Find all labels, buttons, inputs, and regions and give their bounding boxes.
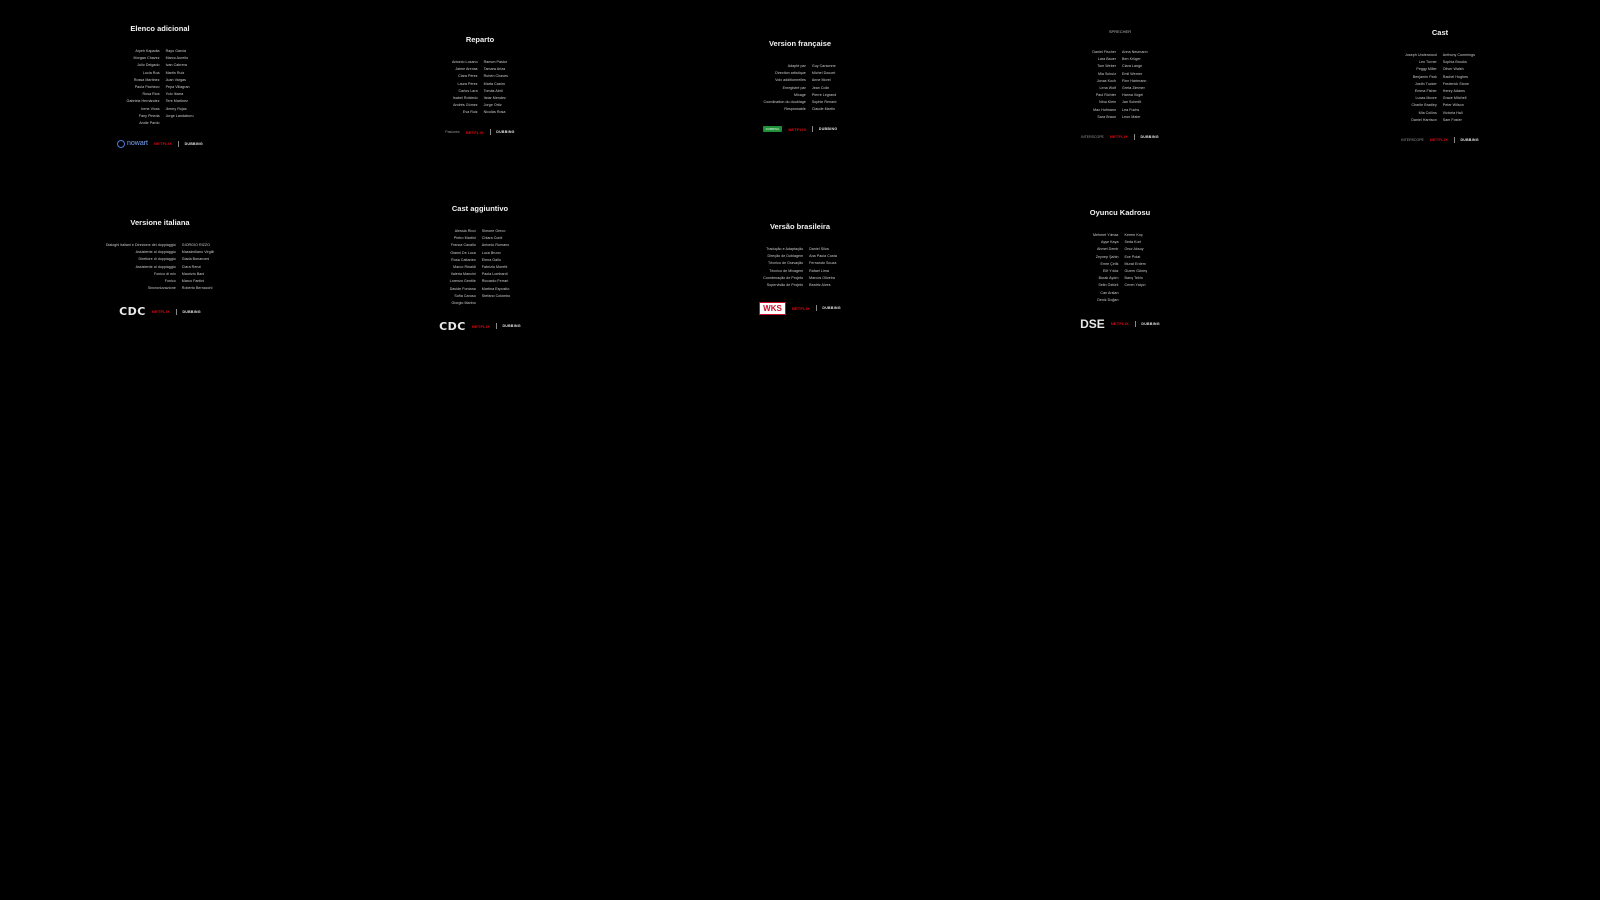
credit-name: Kerem Koç	[1124, 233, 1143, 237]
left-column	[1405, 53, 1437, 123]
credit-name: Clara Pérez	[458, 74, 478, 79]
credit-name: Itziar Mendez	[483, 95, 506, 100]
credit-name: Aryeh Kapadia	[135, 49, 160, 53]
credits-card-versione-italiana	[80, 218, 240, 318]
card-title: Elenco adicional	[130, 24, 190, 33]
credit-name: Simone Greco	[481, 229, 506, 233]
left-column	[452, 60, 478, 115]
credit-name: Marcos Oliveira	[809, 275, 835, 280]
credit-name: Emil Werner	[1122, 71, 1143, 76]
credit-name: Jorge Ortiz	[483, 103, 502, 108]
name-columns	[1092, 50, 1147, 120]
credit-name: Martin Ruiz	[165, 70, 185, 75]
credit-name: Adapté par	[787, 64, 806, 68]
credit-name: Beatriz Alves	[809, 282, 831, 287]
right-column	[484, 60, 508, 115]
credit-name: Daniel Silva	[809, 247, 829, 251]
studio-logo: DSE	[1080, 316, 1105, 331]
credit-name: Sam Foster	[1442, 117, 1462, 122]
credit-name: Paula Pacheco	[134, 84, 160, 89]
credit-name: Peter Wilson	[1442, 103, 1464, 108]
right-column	[812, 64, 837, 112]
credit-name: Ceren Yalçın	[1124, 283, 1146, 288]
card-title: Cast	[1431, 28, 1449, 37]
divider	[812, 126, 813, 132]
credits-card-cast	[1360, 28, 1520, 143]
credit-name: Fonico di mix	[153, 271, 176, 276]
credit-name: Leo Turner	[1418, 60, 1437, 65]
credit-name: Ece Polat	[1124, 254, 1141, 259]
credit-name: Rafael Lima	[809, 268, 829, 273]
credit-name: Jonas Koch	[1096, 78, 1117, 83]
studio-logo: DUBBING	[763, 126, 783, 132]
credit-name: Mixage	[793, 92, 806, 97]
credit-name: Coordenação de Projeto	[763, 275, 804, 280]
credit-name: Nicolás Rosa	[483, 110, 506, 115]
credit-name: Andrés Gómez	[453, 103, 478, 108]
credit-name: Antonio Lozano	[451, 60, 478, 64]
credit-name: Marco Aurelio	[165, 56, 189, 61]
credit-name: Peggy Miller	[1416, 67, 1437, 72]
credit-name: Voix additionnelles	[775, 78, 806, 83]
divider	[1135, 321, 1136, 327]
credit-name: Rosa Cattaneo	[451, 257, 476, 262]
credit-name: Ahmet Demir	[1096, 247, 1119, 252]
credit-name: Técnico de Mixagem	[769, 268, 804, 273]
credit-name: Yolo Ibarra	[165, 92, 184, 97]
credit-name: Claude Martin	[811, 107, 835, 112]
credit-name: Massimiliano Virgilii	[181, 250, 215, 255]
credit-name: Paul Richter	[1095, 93, 1117, 98]
card-footer	[119, 305, 201, 318]
divider	[1454, 137, 1455, 143]
divider	[490, 129, 491, 135]
left-column	[126, 49, 159, 126]
credit-name: Can Arslan	[1100, 290, 1119, 295]
credit-name: Rubén Chaves	[483, 74, 509, 79]
credit-name: Supervisão de Projeto	[766, 282, 804, 287]
right-column	[1125, 233, 1148, 303]
right-column	[166, 49, 194, 126]
credit-name: Lorenzo Gentile	[449, 279, 476, 284]
credit-name: Daniel Fischer	[1092, 50, 1117, 54]
credit-name: Gabriela Hernández	[126, 99, 160, 104]
credit-name: Gizem Güneş	[1124, 268, 1148, 273]
credit-name: Chiara Conti	[481, 236, 503, 241]
left-column	[763, 64, 805, 112]
credit-name: Emre Çelik	[1100, 261, 1119, 266]
credit-name: Stefano Colombo	[481, 293, 511, 298]
credit-name: Rayo Garcia	[165, 49, 187, 53]
credit-name: Jean Colin	[811, 85, 830, 90]
credit-name: Mia Schulz	[1097, 71, 1117, 76]
credits-card-sprecher	[1040, 29, 1200, 140]
dubbing-label: DUBBING	[496, 130, 515, 135]
credit-name: Ramon Pastor	[483, 60, 508, 64]
credit-name: Antonio Romano	[481, 243, 510, 248]
credit-name: Responsable	[784, 107, 806, 112]
credit-name: Oliver Walsh	[1442, 67, 1464, 72]
credit-name: Direttore di doppiaggio	[138, 257, 176, 262]
studio-ring-icon	[117, 140, 125, 148]
credit-name: Tomás Abril	[483, 88, 503, 93]
credit-name: Sara Braun	[1097, 114, 1117, 119]
card-title: Version française	[768, 39, 832, 48]
dubbing-label: DUBBING	[822, 306, 841, 311]
credit-name: Tradução e Adaptação	[766, 247, 804, 251]
divider	[496, 323, 497, 329]
credit-name: Michel Doucet	[811, 71, 836, 76]
credit-name: Clara Renzi	[181, 264, 202, 269]
credit-name: Martina Esposito	[481, 286, 510, 291]
credit-name: Marco Rinaldi	[453, 264, 476, 269]
netflix-logo: NETFLIX	[154, 141, 173, 147]
credit-name: Enregistré par	[782, 85, 806, 90]
credit-name: Gianni De Luca	[450, 250, 476, 255]
card-footer	[763, 126, 838, 132]
credit-name: Murat Erdem	[1124, 261, 1146, 266]
credit-name: Assistente al doppiaggio	[135, 250, 176, 255]
credit-name: Assistente al doppiaggio	[135, 264, 176, 269]
credit-name: Julio Delgado	[137, 63, 160, 68]
credit-name: Laura Pérez	[457, 81, 478, 86]
credit-name: Davide Fontana	[449, 286, 476, 291]
credit-name: Max Hofmann	[1093, 107, 1117, 112]
credit-name: Henry Adams	[1442, 88, 1465, 93]
credit-name: Lena Wolf	[1099, 85, 1117, 90]
right-column	[482, 229, 511, 306]
credit-name: Dialoghi italiani e Direzione del doppiaggio	[105, 243, 176, 247]
name-columns	[763, 247, 837, 288]
credit-name: Charlie Bradley	[1411, 103, 1437, 108]
card-footer	[1080, 317, 1160, 331]
netflix-logo: NETFLIX	[1109, 134, 1128, 140]
divider	[816, 305, 817, 311]
credit-name: Joseph Underwood	[1405, 53, 1437, 57]
netflix-logo: NETFLIX	[1429, 137, 1448, 143]
credit-name: Irene Vivas	[141, 106, 160, 111]
credits-card-cast-aggiuntivo	[400, 204, 560, 333]
credit-name: Rosa Rios	[142, 92, 160, 97]
credits-card-oyuncu-kadrosu	[1040, 208, 1200, 331]
credits-card-elenco-adicional	[80, 24, 240, 148]
credit-name: Mehmet Yılmaz	[1092, 233, 1119, 237]
divider	[178, 141, 179, 147]
studio-name: nowart	[126, 140, 148, 148]
credit-name: Giada Bonanomi	[181, 257, 210, 262]
credit-name: Rossa Martinez	[133, 77, 160, 82]
dubbing-label: DUBBING	[1141, 321, 1160, 326]
credit-name: Benjamin Park	[1412, 74, 1437, 79]
credit-name: Burak Aydın	[1098, 276, 1119, 281]
credit-name: Marco Fantini	[181, 278, 205, 283]
left-column	[763, 247, 803, 288]
credit-name: Marta Castro	[483, 81, 506, 86]
credit-name: Selin Öztürk	[1098, 283, 1119, 288]
credit-name: Fernando Souza	[809, 261, 837, 266]
card-title: Reparto	[465, 35, 495, 44]
card-title: Versione italiana	[130, 218, 190, 227]
credit-name: Barış Tekin	[1124, 276, 1143, 281]
credit-name: Anna Neumann	[1122, 50, 1148, 54]
credit-name: Tom Weber	[1097, 64, 1117, 69]
credit-name: Jaime Arenas	[455, 67, 478, 72]
credit-name: Seda Kurt	[1124, 240, 1141, 245]
studio-logo: INTERSCOPE	[1081, 134, 1104, 139]
credit-name: Leon Maier	[1122, 114, 1141, 119]
dubbing-label: DUBBING	[1140, 134, 1159, 139]
credit-name: Ben Krüger	[1122, 57, 1141, 62]
netflix-logo: NETFLIX	[788, 126, 807, 132]
card-footer	[1401, 137, 1479, 143]
credit-name: Maurizio Bani	[181, 271, 205, 276]
credit-name: Anthony Cummings	[1442, 53, 1475, 57]
credit-name: Alessia Ricci	[454, 229, 476, 233]
credit-name: Sofia Caruso	[454, 293, 476, 298]
card-title: SPRECHER	[1108, 29, 1132, 34]
netflix-logo: NETFLIX	[465, 129, 484, 135]
credit-name: Juan Vargas	[165, 77, 187, 82]
credit-name: GIORGIO RIZZO	[181, 243, 210, 247]
credit-name: Carlos Lara	[458, 88, 478, 93]
credit-name: Ayşe Kaya	[1100, 240, 1119, 245]
credit-name: Luca Bruno	[481, 250, 501, 255]
credit-name: Morgan Chavez	[133, 56, 160, 61]
studio-logo	[117, 140, 148, 148]
credit-name: Finn Hartmann	[1122, 78, 1147, 83]
name-columns	[452, 60, 508, 115]
left-column	[1092, 50, 1116, 120]
credit-name: Ana Paula Costa	[809, 254, 837, 259]
credit-name: Eva Ruiz	[462, 110, 478, 115]
netflix-logo: NETFLIX	[471, 323, 490, 329]
credit-name: Rachel Hughes	[1442, 74, 1469, 79]
credit-name: Giorgio Marino	[451, 300, 476, 305]
credit-name: Emma Fisher	[1414, 88, 1437, 93]
credit-name: Jimmy Rojas	[165, 106, 187, 111]
credit-name: Zeynep Şahin	[1095, 254, 1119, 259]
left-column	[1093, 233, 1119, 303]
studio-logo: CDC	[119, 305, 146, 319]
credit-name: Jan Schmitt	[1122, 100, 1142, 105]
credit-name: Mia Collins	[1418, 110, 1437, 115]
credit-name: Grace Mitchell	[1442, 96, 1467, 101]
right-column	[1122, 50, 1148, 120]
credit-name: Ivan Cabrera	[165, 63, 187, 68]
credit-name: Roberto Bernacchi	[181, 286, 213, 291]
netflix-logo: NETFLIX	[151, 309, 170, 315]
credit-name: Pepa Villagran	[165, 84, 190, 89]
credit-name: Daniel Harrison	[1411, 117, 1437, 122]
right-column	[1443, 53, 1475, 123]
card-title: Oyuncu Kadrosu	[1089, 208, 1151, 217]
credit-name: Técnico de Gravação	[768, 261, 804, 266]
credit-name: Elena Gallo	[481, 257, 501, 262]
netflix-logo: NETFLIX	[791, 305, 810, 311]
name-columns	[1093, 233, 1147, 303]
credit-name: Justin Tucker	[1414, 81, 1437, 86]
credit-name: Paola Lombardi	[481, 272, 508, 277]
credit-name: Hanna Vogel	[1122, 93, 1144, 98]
credit-name: Clara Lange	[1122, 64, 1143, 69]
divider	[1134, 134, 1135, 140]
card-footer	[439, 320, 521, 333]
credit-name: Lucas Moore	[1415, 96, 1437, 101]
dubbing-label: DUBBING	[182, 309, 201, 314]
credit-name: Guy Carsonne	[811, 64, 836, 68]
dubbing-label: DUBBING	[818, 127, 838, 132]
card-footer	[759, 302, 841, 315]
right-column	[182, 243, 214, 291]
card-footer	[1081, 134, 1159, 140]
credit-name: Sincronizzazione	[147, 286, 176, 291]
name-columns	[106, 243, 214, 291]
dubbing-label: DUBBING	[502, 324, 521, 329]
credit-name: Jorge Landaburu	[165, 113, 194, 118]
divider	[176, 309, 177, 315]
left-column	[106, 243, 176, 291]
right-column	[809, 247, 837, 288]
credit-name: Direction artistique	[775, 71, 806, 76]
credit-name: Isabel Robledo	[452, 95, 478, 100]
credit-name: Nina Klein	[1099, 100, 1117, 105]
name-columns	[1405, 53, 1475, 123]
credit-name: Fany Pineda	[138, 113, 160, 118]
credit-name: Direção de Dublagem	[767, 254, 804, 259]
credits-card-version-francaise	[720, 39, 880, 132]
credit-name: Anne Morel	[811, 78, 831, 83]
credit-name: Fabrizio Moretti	[481, 264, 508, 269]
name-columns	[126, 49, 193, 126]
card-footer	[445, 129, 514, 135]
credit-name: Coordination du doublage	[763, 99, 806, 104]
card-title: Versão brasileira	[769, 222, 831, 231]
credit-name: Pierre Legrand	[811, 92, 837, 97]
credits-card-versao-brasileira	[720, 222, 880, 315]
credit-name: Deniz Doğan	[1097, 297, 1119, 302]
credit-name: Lucia Roa	[142, 70, 160, 75]
credit-name: Lea Fuchs	[1122, 107, 1140, 112]
credit-name: Pietro Martini	[453, 236, 476, 241]
credit-name: Greta Zimmer	[1122, 85, 1145, 90]
credit-name: Elif Yıldız	[1103, 268, 1119, 273]
left-column	[450, 229, 476, 306]
credit-name: Frederick Stone	[1442, 81, 1469, 86]
credit-name: Tamara Ariza	[483, 67, 506, 72]
name-columns	[763, 64, 836, 112]
studio-logo: INTERSCOPE	[1401, 137, 1424, 142]
credit-name: Andie Pardo	[139, 120, 160, 125]
dubbing-label: DUBBING	[1460, 137, 1479, 142]
credit-name: Franca Cavallo	[450, 243, 476, 248]
card-footer	[117, 140, 203, 148]
studio-logo: CDC	[439, 319, 466, 333]
credit-name: Onur Aksoy	[1124, 247, 1144, 252]
credit-name: Victoria Hall	[1442, 110, 1463, 115]
credit-name: Valeria Mancini	[450, 272, 476, 277]
credit-name: Sophie Renard	[811, 99, 837, 104]
credit-name: Fonico	[164, 278, 176, 283]
name-columns	[450, 229, 511, 306]
card-title: Cast aggiuntivo	[451, 204, 509, 213]
credit-name: Tere Martinez	[165, 99, 188, 104]
netflix-logo: NETFLIX	[1110, 321, 1129, 327]
credits-card-reparto	[400, 35, 560, 135]
credit-name: Riccardo Ferrari	[481, 279, 509, 284]
credit-name: Sophia Brooks	[1442, 60, 1467, 65]
studio-logo: Pasiones	[445, 130, 460, 135]
credit-name: Lara Bauer	[1097, 57, 1117, 62]
studio-logo: WKS	[759, 302, 786, 315]
dubbing-label: DUBBING	[184, 141, 204, 146]
